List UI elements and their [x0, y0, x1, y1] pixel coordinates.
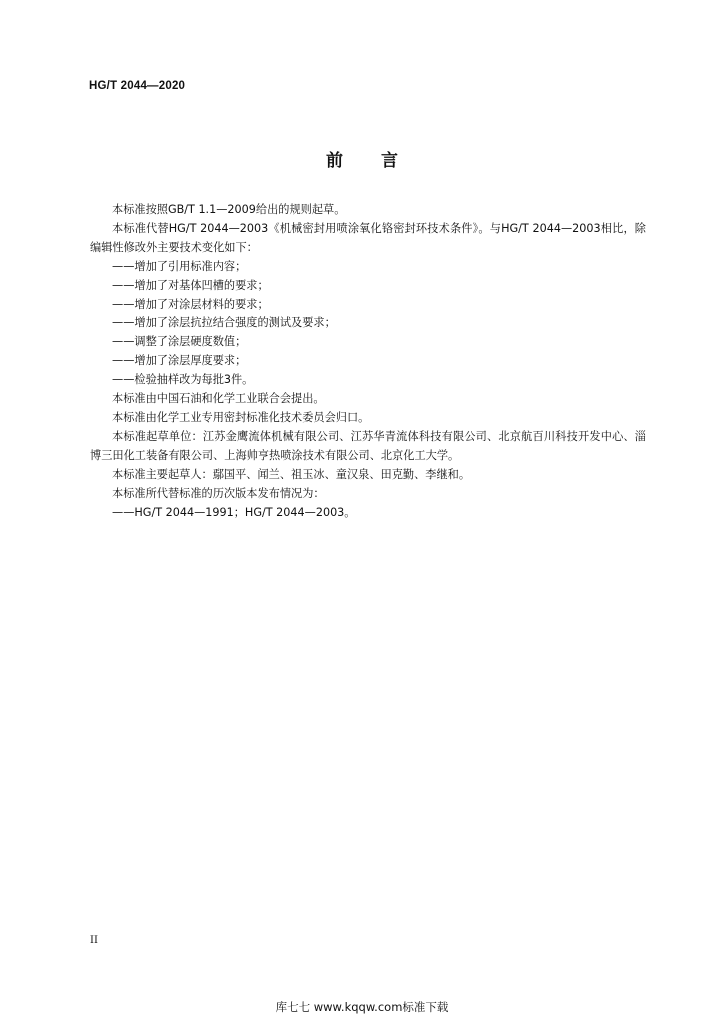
page-title: 前言 — [326, 151, 436, 171]
list-item: ——调整了涂层硬度数值； — [112, 335, 247, 349]
paragraph-drafting-units: 本标准起草单位：江苏金鹰流体机械有限公司、江苏华青流体科技有限公司、北京航百川科技开发中心、淄博三田化工装备有限公司、上海帅亨热喷涂技术有限公司、北京化工大学。 — [90, 429, 646, 462]
page-number: II — [90, 935, 98, 946]
watermark-text: 库七七 www.kqqw.com标准下载 — [275, 1000, 449, 1014]
list-item-previous-editions: ——HG/T 2044—1991；HG/T 2044—2003。 — [112, 505, 356, 519]
foreword-body — [90, 201, 646, 522]
paragraph-drafters: 本标准主要起草人：鄢国平、闻兰、祖玉冰、童汉泉、田克勤、李继和。 — [112, 467, 471, 481]
document-code: HG/T 2044—2020 — [89, 80, 186, 92]
paragraph-replacement: 本标准代替HG/T 2044—2003《机械密封用喷涂氧化铬密封环技术条件》。与HG/T 2044—2003相比，除编辑性修改外主要技术变化如下： — [90, 221, 646, 254]
list-item: ——增加了引用标准内容； — [112, 259, 247, 273]
paragraph-drafting-rules: 本标准按照GB/T 1.1—2009给出的规则起草。 — [112, 203, 346, 216]
list-item: ——增加了对基体凹槽的要求； — [112, 278, 269, 292]
list-item: ——增加了对涂层材料的要求； — [112, 297, 269, 311]
paragraph-proposer: 本标准由中国石油和化学工业联合会提出。 — [112, 392, 325, 406]
paragraph-previous-editions: 本标准所代替标准的历次版本发布情况为： — [112, 486, 325, 500]
paragraph-committee: 本标准由化学工业专用密封标准化技术委员会归口。 — [112, 410, 370, 424]
list-item: ——增加了涂层抗拉结合强度的测试及要求； — [112, 316, 336, 330]
list-item: ——检验抽样改为每批3件。 — [112, 373, 254, 387]
list-item: ——增加了涂层厚度要求； — [112, 354, 247, 368]
